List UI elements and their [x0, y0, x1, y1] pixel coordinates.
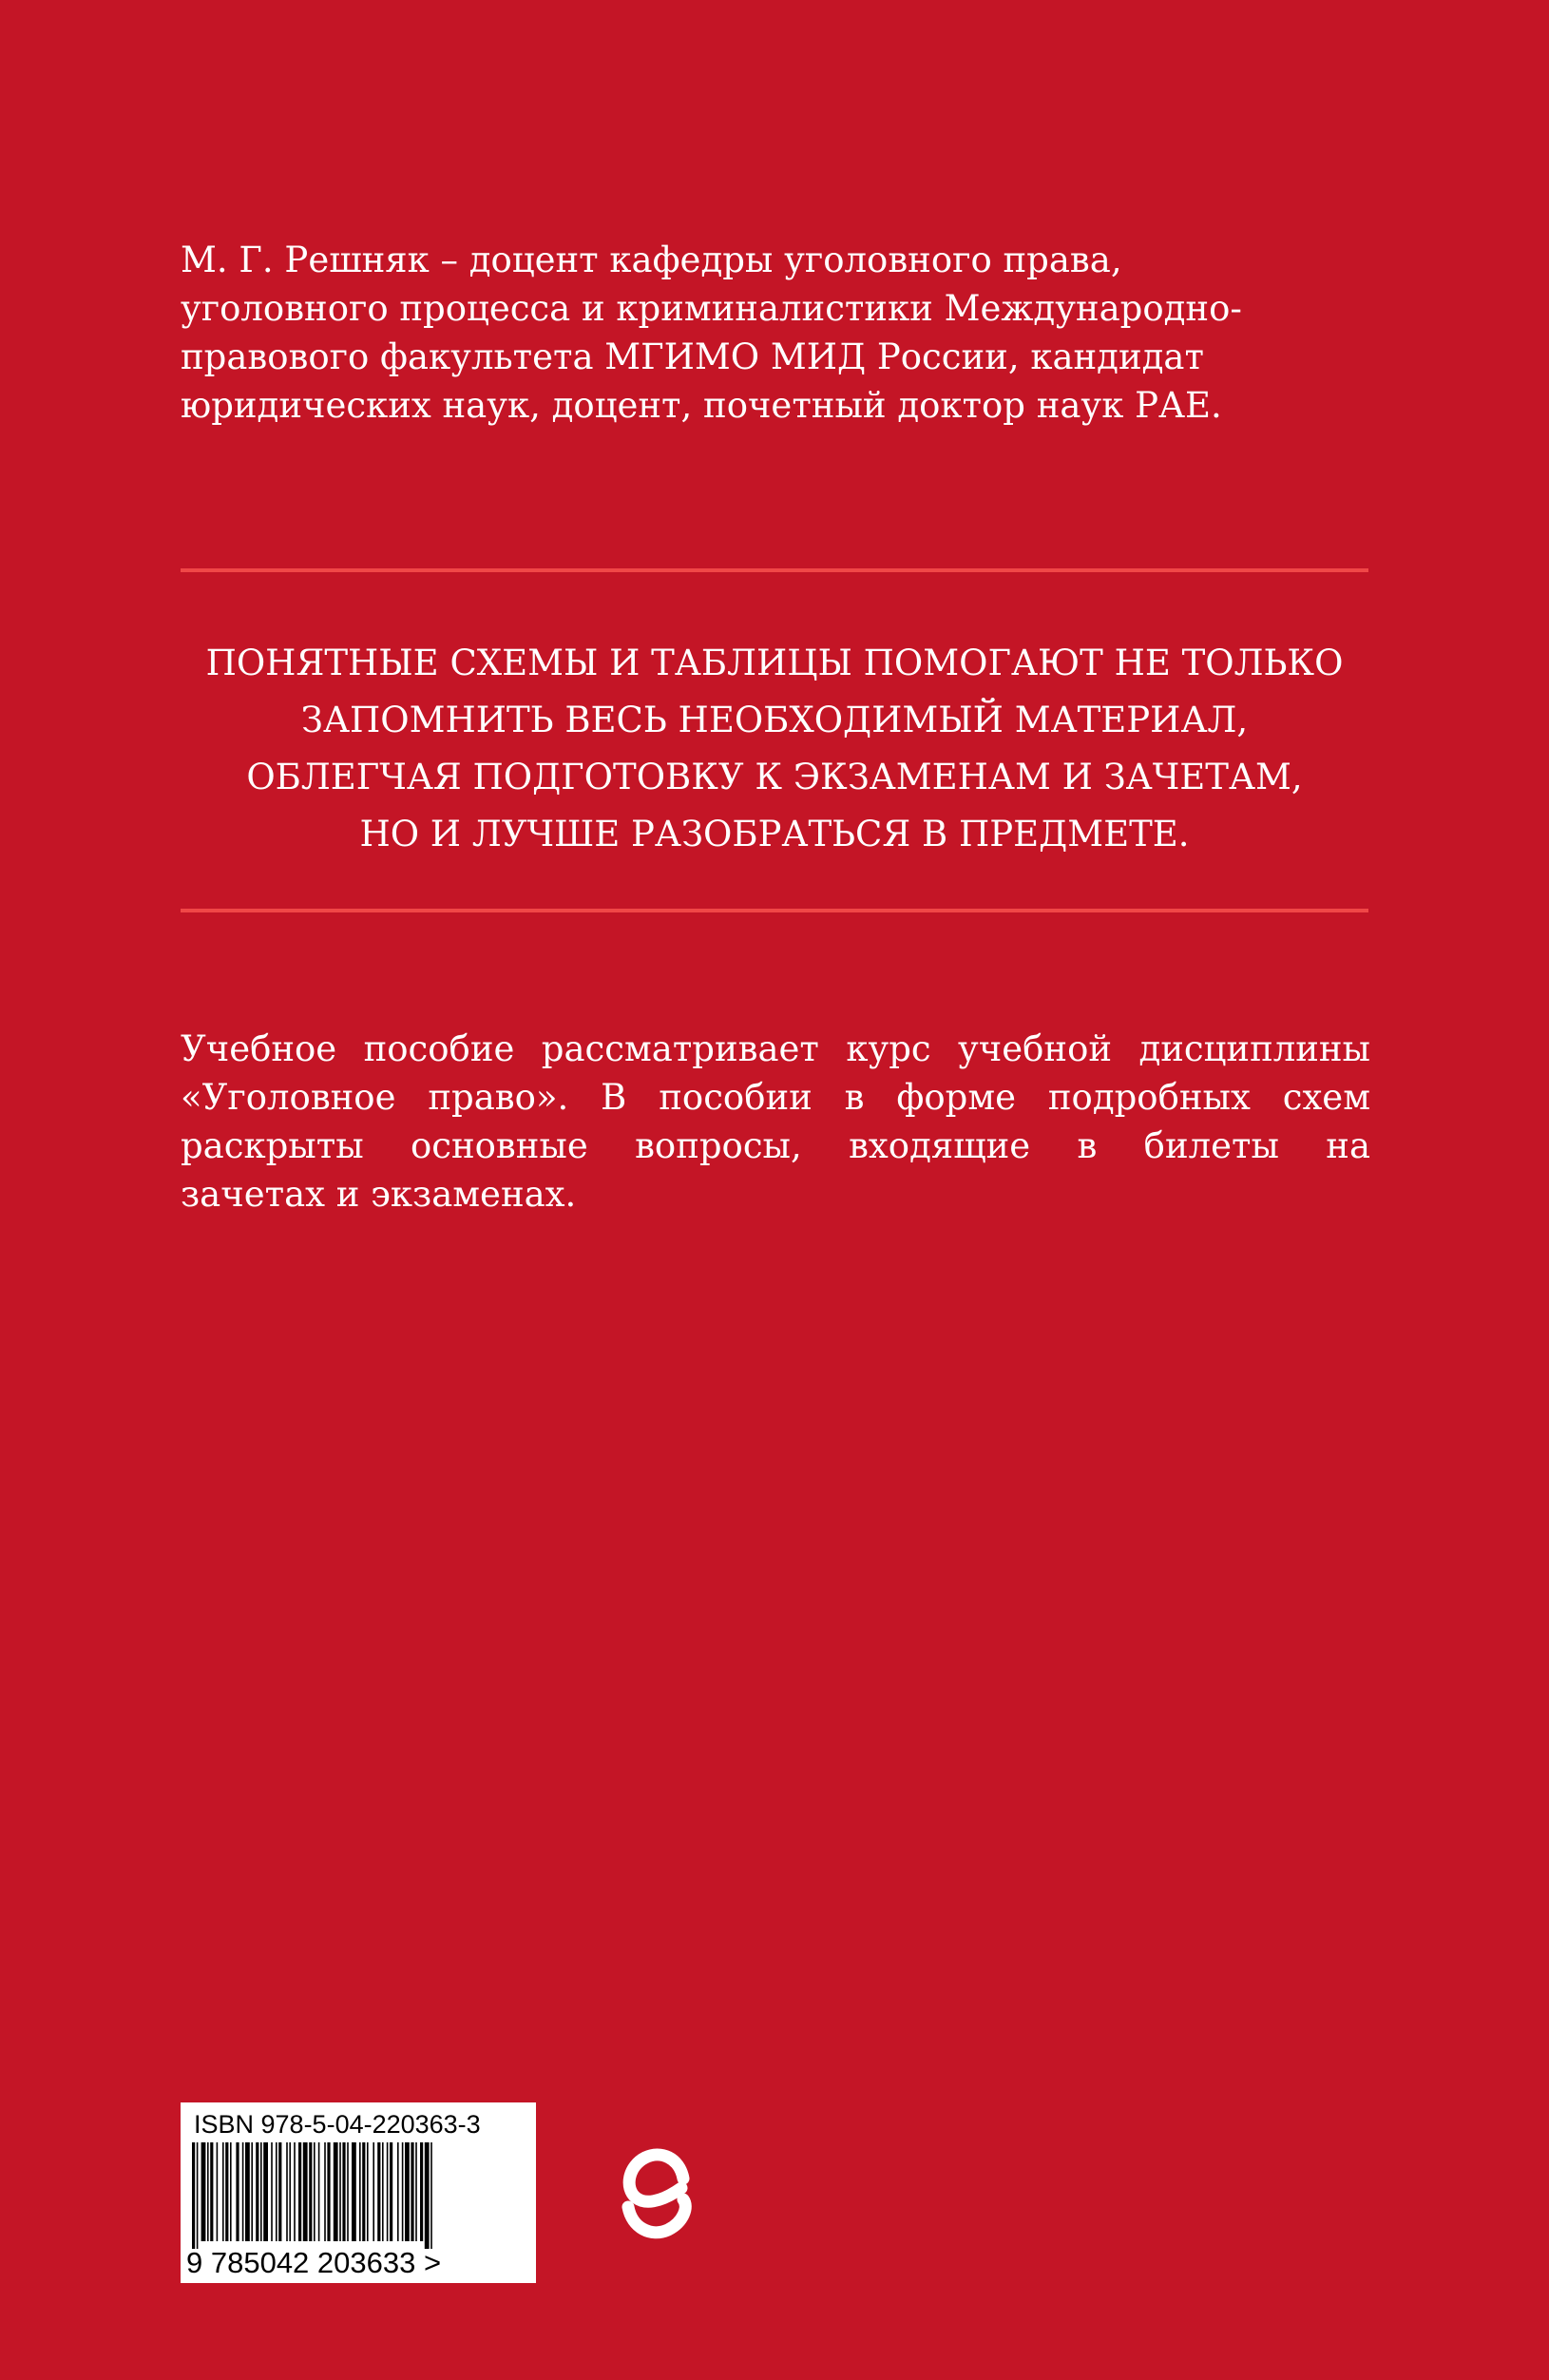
- barcode-bar: [222, 2142, 224, 2241]
- barcode-bar: [342, 2142, 345, 2241]
- isbn-barcode: [181, 2102, 536, 2283]
- barcode-bar: [415, 2142, 417, 2241]
- isbn-label: ISBN 978-5-04-220363-3: [194, 2110, 481, 2139]
- barcode-bar: [303, 2142, 308, 2241]
- divider-top: [181, 568, 1368, 572]
- barcode-bar: [362, 2142, 365, 2241]
- barcode-bar: [278, 2142, 281, 2241]
- barcode-bar: [425, 2142, 430, 2249]
- tagline-line: ОБЛЕГЧАЯ ПОДГОТОВКУ К ЭКЗАМЕНАМ И ЗАЧЕТАМ,: [246, 757, 1303, 797]
- barcode-bar: [225, 2142, 228, 2241]
- barcode-bar: [339, 2142, 341, 2241]
- barcode-bar: [377, 2142, 380, 2241]
- book-description: [181, 1025, 1370, 1219]
- barcode-bar: [382, 2142, 384, 2241]
- barcode-bar: [251, 2142, 253, 2241]
- barcode-bar: [289, 2142, 291, 2241]
- barcode-bar: [324, 2142, 326, 2241]
- barcode-bar: [390, 2142, 392, 2241]
- description-line: раскрыты основные вопросы, входящие в билеты на: [181, 1125, 1370, 1166]
- tagline-line: ЗАПОМНИТЬ ВЕСЬ НЕОБХОДИМЫЙ МАТЕРИАЛ,: [300, 700, 1249, 740]
- author-bio-line: уголовного процесса и криминалистики Международно-: [181, 288, 1242, 329]
- barcode-bar: [217, 2142, 219, 2241]
- author-bio-line: юридических наук, доцент, почетный доктор наук РАЕ.: [181, 385, 1222, 426]
- barcode-bar: [327, 2142, 330, 2241]
- barcode-bar: [256, 2142, 258, 2241]
- barcode-bar: [207, 2142, 209, 2241]
- barcode-bar: [192, 2142, 195, 2249]
- author-bio: [181, 236, 1378, 430]
- barcode-bar: [402, 2142, 404, 2241]
- author-bio-line: правового факультета МГИМО МИД России, кандидат: [181, 336, 1204, 377]
- barcode-bar: [411, 2142, 413, 2241]
- barcode-bar: [387, 2142, 389, 2241]
- barcode-bar: [373, 2142, 374, 2241]
- barcode-bar: [298, 2142, 301, 2241]
- barcode-bar: [286, 2142, 288, 2241]
- barcode-bar: [430, 2142, 432, 2249]
- barcode-bar: [242, 2142, 244, 2241]
- barcode-bar: [347, 2142, 349, 2241]
- tagline-line: НО И ЛУЧШЕ РАЗОБРАТЬСЯ В ПРЕДМЕТЕ.: [359, 814, 1190, 854]
- barcode-bar: [359, 2142, 361, 2241]
- description-line: Учебное пособие рассматривает курс учебной дисциплины: [181, 1028, 1370, 1069]
- barcode-bar: [318, 2142, 320, 2241]
- ean-digits: 9 785042 203633 >: [186, 2246, 442, 2279]
- barcode-bars-icon: [192, 2142, 496, 2249]
- barcode-bar: [271, 2142, 273, 2241]
- description-line: зачетах и экзаменах.: [181, 1174, 577, 1215]
- barcode-bar: [294, 2142, 296, 2241]
- barcode-bar: [263, 2142, 268, 2241]
- barcode-bar: [367, 2142, 369, 2241]
- barcode-bar: [260, 2142, 262, 2241]
- barcode-bar: [230, 2142, 232, 2241]
- description-line: «Уголовное право». В пособии в форме подробных схем: [181, 1077, 1370, 1118]
- tagline-line: ПОНЯТНЫЕ СХЕМЫ И ТАБЛИЦЫ ПОМОГАЮТ НЕ ТОЛЬКО: [205, 643, 1344, 683]
- barcode-bar: [314, 2142, 316, 2241]
- tagline: [181, 635, 1368, 863]
- barcode-bar: [201, 2142, 206, 2241]
- barcode-bar: [420, 2142, 423, 2241]
- barcode-bar: [334, 2142, 338, 2241]
- barcode-bar: [405, 2142, 410, 2241]
- barcode-bar: [197, 2142, 199, 2249]
- divider-bottom: [181, 909, 1368, 912]
- barcode-bar: [276, 2142, 277, 2241]
- barcode-bar: [397, 2142, 399, 2241]
- barcode-bar: [309, 2142, 312, 2241]
- barcode-bar: [210, 2142, 213, 2241]
- barcode-bar: [352, 2142, 356, 2241]
- barcode-bar: [236, 2142, 239, 2241]
- author-bio-line: М. Г. Решняк – доцент кафедры уголовного права,: [181, 240, 1122, 280]
- eksmo-logo-icon: [613, 2137, 698, 2249]
- barcode-bar: [245, 2142, 250, 2241]
